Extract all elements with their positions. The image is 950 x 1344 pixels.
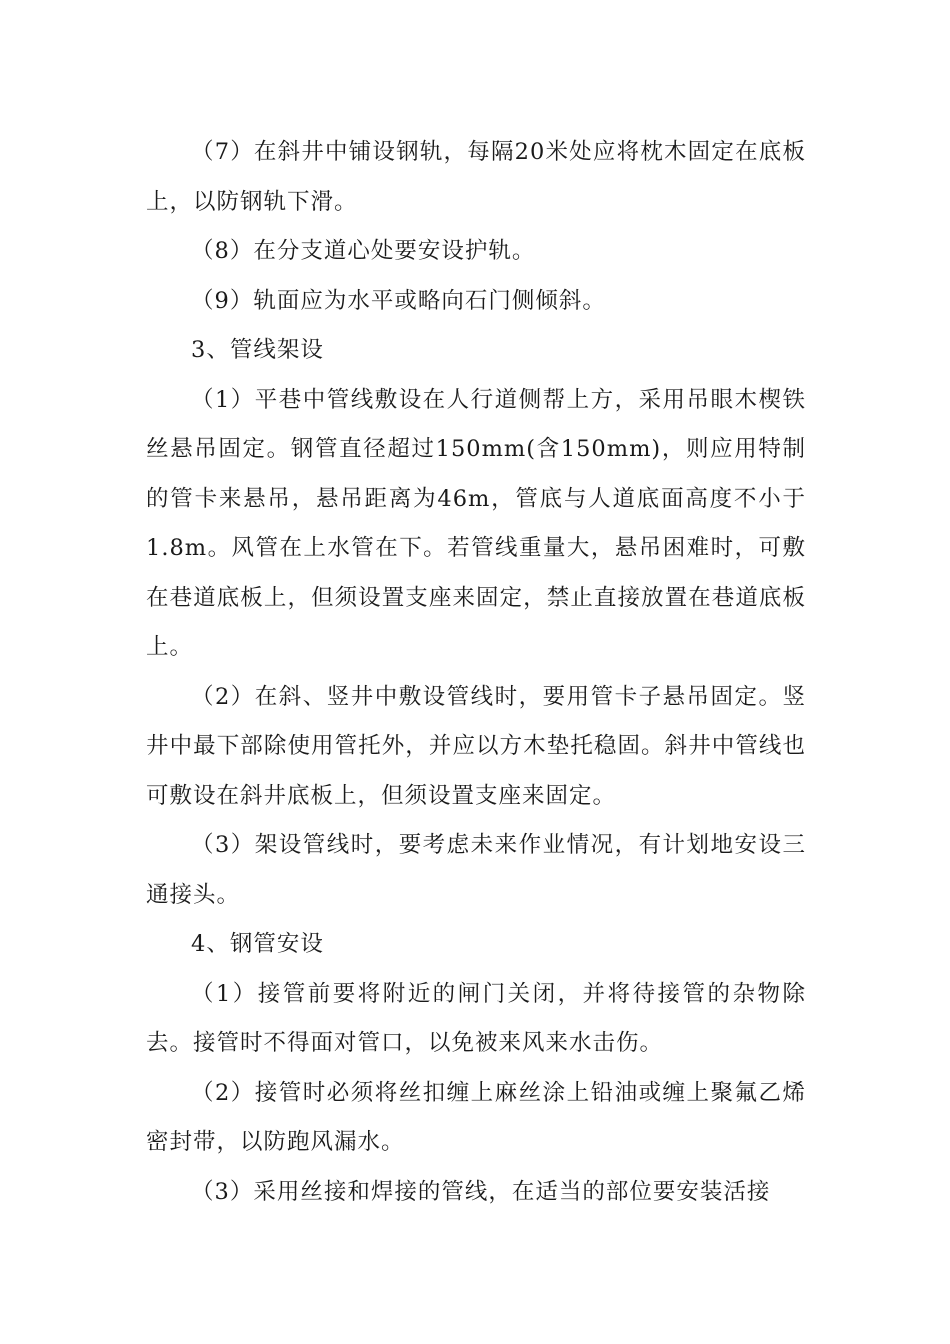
paragraph-item-9: （9）轨面应为水平或略向石门侧倾斜。	[191, 287, 606, 314]
paragraph-pipeline-2: （2）在斜、竖井中敷设管线时，要用管卡子悬吊固定。竖井中最下部除使用管托外，并应以方木垫托稳固。斜井中管线也可敷设在斜井底板上，但须设置支座来固定。	[146, 683, 806, 809]
paragraph-pipeline-3: （3）架设管线时，要考虑未来作业情况，有计划地安设三通接头。	[146, 832, 806, 908]
section-heading-steel-pipe-installation: 4、钢管安设	[191, 931, 324, 957]
paragraph-steel-pipe-3: （3）采用丝接和焊接的管线，在适当的部位要安装活接	[191, 1178, 771, 1205]
paragraph-item-7: （7）在斜井中铺设钢轨，每隔20米处应将枕木固定在底板上，以防钢轨下滑。	[146, 139, 806, 215]
paragraph-steel-pipe-1: （1）接管前要将附近的闸门关闭，并将待接管的杂物除去。接管时不得面对管口，以免被来风来水击伤。	[146, 980, 806, 1056]
paragraph-pipeline-1: （1）平巷中管线敷设在人行道侧帮上方，采用吊眼木楔铁丝悬吊固定。钢管直径超过150mm(含150mm)，则应用特制的管卡来悬吊，悬吊距离为46m，管底与人道底面高度不小于1.8m。风管在上水管在下。若管线重量大，悬吊困难时，可敷在巷道底板上，但须设置支座来固定，禁止直接放置在巷道底板上。	[146, 386, 806, 660]
paragraph-steel-pipe-2: （2）接管时必须将丝扣缠上麻丝涂上铅油或缠上聚氟乙烯密封带，以防跑风漏水。	[146, 1079, 806, 1155]
paragraph-item-8: （8）在分支道心处要安设护轨。	[191, 238, 536, 264]
section-heading-pipeline-installation: 3、管线架设	[191, 337, 324, 363]
document-body	[146, 128, 806, 1217]
